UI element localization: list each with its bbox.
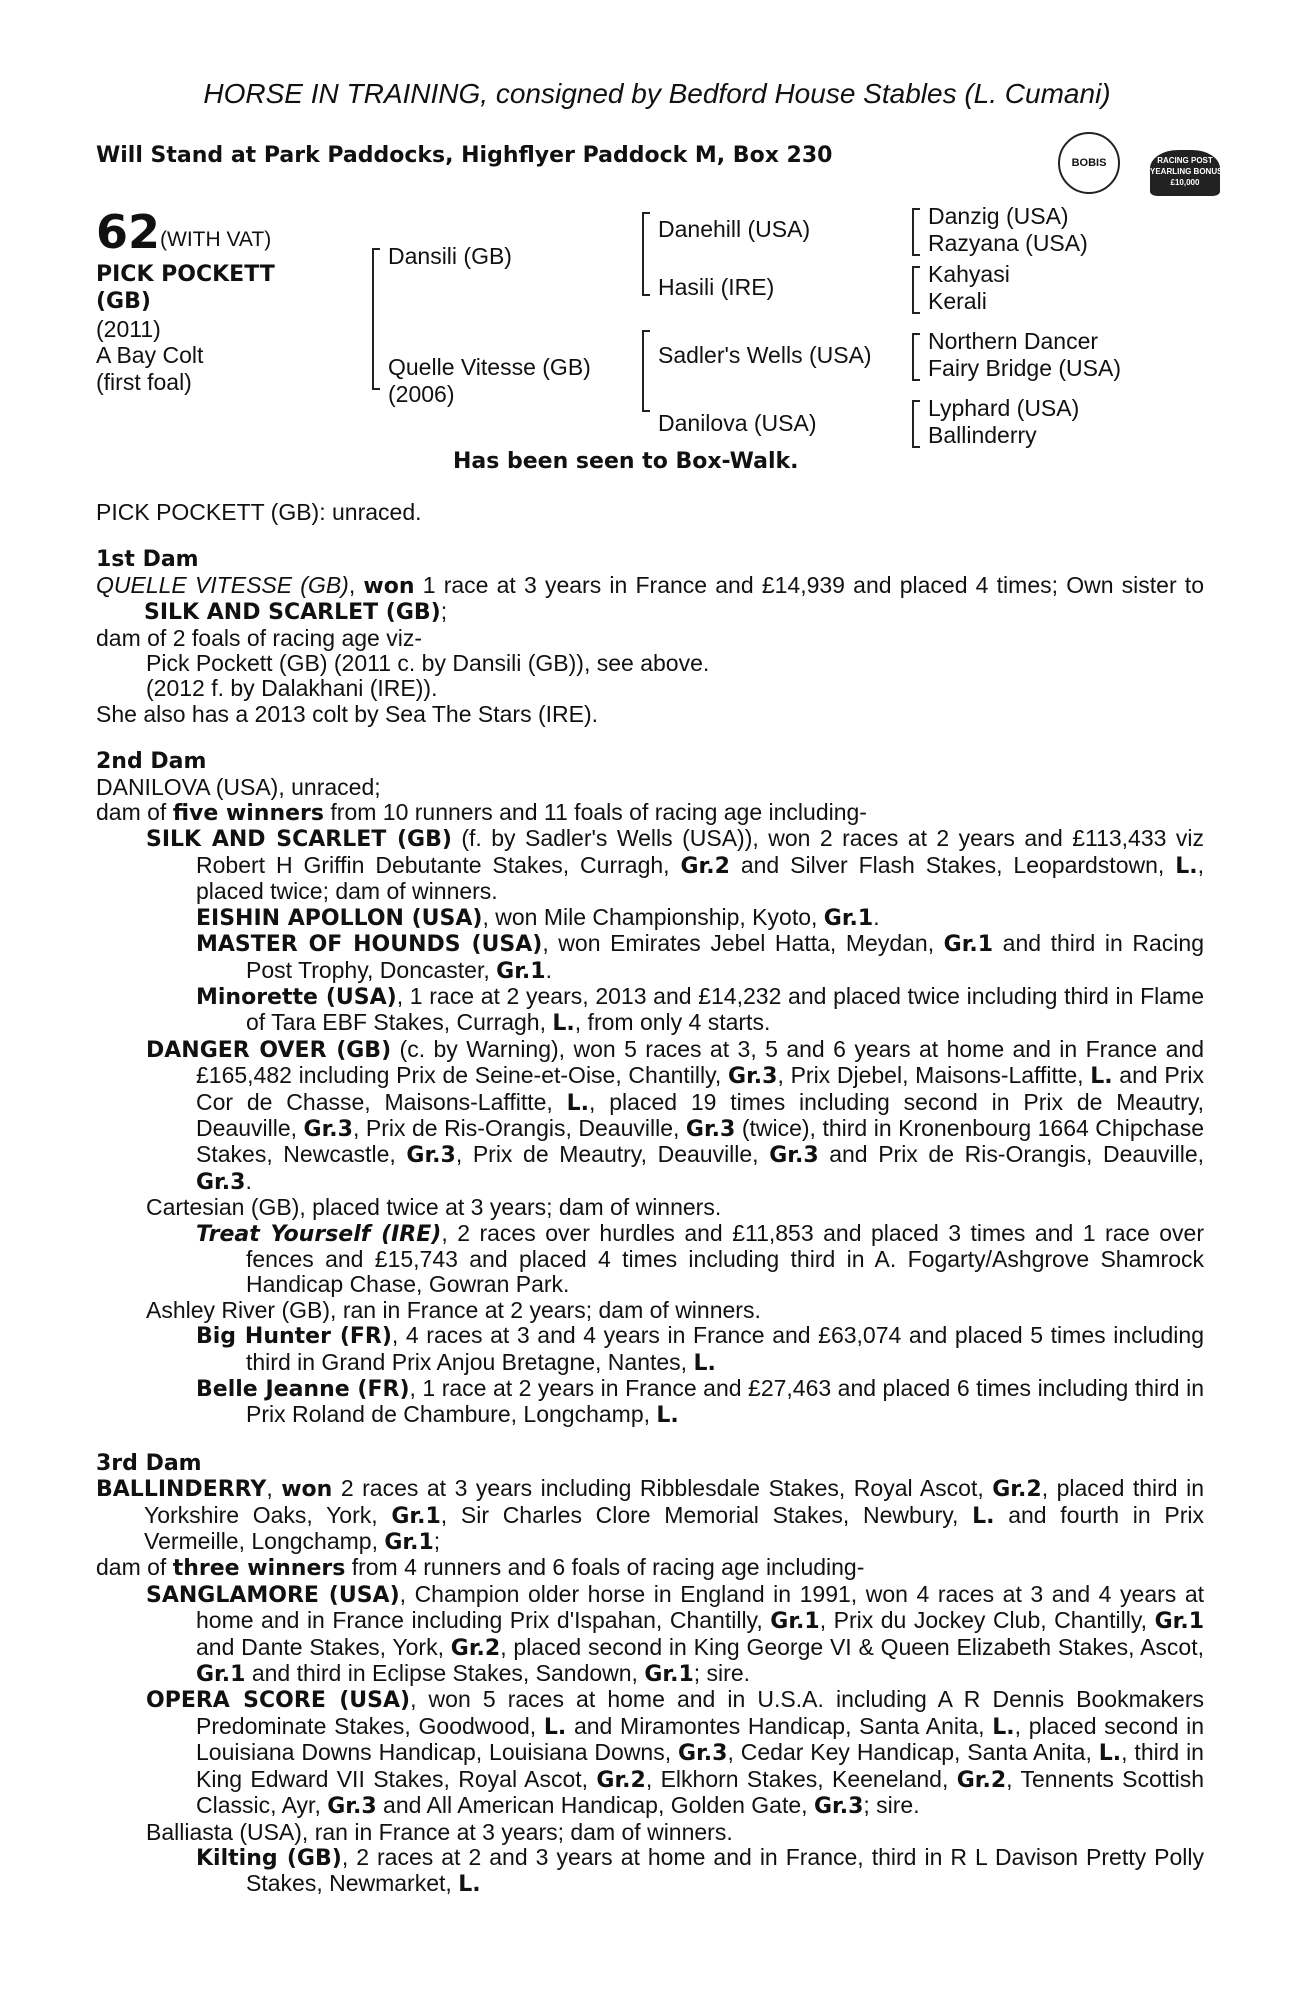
horse-note: (first foal) bbox=[96, 369, 192, 395]
page-title: HORSE IN TRAINING, consigned by Bedford House Stables (L. Cumani) bbox=[203, 78, 1111, 109]
produce-entry: EISHIN APOLLON (USA), won Mile Championship, Kyoto, Gr.1. bbox=[196, 903, 880, 931]
pedigree-ddd: Ballinderry bbox=[928, 422, 1037, 448]
pedigree-dam-dam: Danilova (USA) bbox=[658, 410, 817, 436]
stand-location: Will Stand at Park Paddocks, Highflyer Paddock M, Box 230 bbox=[96, 143, 833, 168]
pedigree-sdd: Kerali bbox=[928, 288, 987, 314]
vat-note: (WITH VAT) bbox=[160, 228, 272, 251]
produce-entry: DANGER OVER (GB) (c. by Warning), won 5 races at 3, 5 and 6 years at home and in France and £165,482 including Prix de Seine-et-Oise, Chantilly, Gr.3, Prix Djebel, Maisons-Laffitte, L. and Prix Cor de Chasse, Maisons-Laffitte, L., placed 19 times including second in Prix de Meautry, Deauville, Gr.3, Prix de Ris-Orangis, Deauville, Gr.3 (twice), third in Kronenbourg 1664 Chipchase Stakes, Newcastle, Gr.3, Prix de Meautry, Deauville, Gr.3 and Prix de Ris-Orangis, Deauville, Gr.3. bbox=[146, 1035, 1204, 1195]
pedigree-dsd: Fairy Bridge (USA) bbox=[928, 355, 1121, 381]
race-record: PICK POCKETT (GB): unraced. bbox=[96, 499, 422, 525]
produce-entry: Balliasta (USA), ran in France at 3 years; dam of winners. bbox=[146, 1818, 733, 1845]
produce-entry: SANGLAMORE (USA), Champion older horse in England in 1991, won 4 races at 3 and 4 years at home and in France including Prix d'Ispahan, Chantilly, Gr.1, Prix du Jockey Club, Chantilly, Gr.1 and Dante Stakes, York, Gr.2, placed second in King George VI & Queen Elizabeth Stakes, Ascot, Gr.1 and third in Eclipse Stakes, Sandown, Gr.1; sire. bbox=[146, 1580, 1205, 1688]
dam1-heading: 1st Dam bbox=[96, 547, 199, 573]
pedigree-brace bbox=[372, 248, 380, 390]
pedigree-sss: Danzig (USA) bbox=[928, 203, 1069, 229]
dam1-summary: QUELLE VITESSE (GB), won 1 race at 3 years in France and £14,939 and placed 4 times; Own sister to SILK AND SCARLET (GB); bbox=[96, 571, 1204, 626]
yearling-bonus-logo bbox=[1150, 150, 1223, 196]
dam3-heading: 3rd Dam bbox=[96, 1450, 202, 1476]
produce-entry: Ashley River (GB), ran in France at 2 years; dam of winners. bbox=[146, 1296, 761, 1323]
produce-entry: Big Hunter (FR), 4 races at 3 and 4 years in France and £63,074 and placed 5 times including third in Grand Prix Anjou Bretagne, Nantes, L. bbox=[196, 1322, 1204, 1376]
bonus-line3: £10,000 bbox=[1170, 178, 1200, 187]
pedigree-sire-dam: Hasili (IRE) bbox=[658, 274, 775, 300]
dam2-summary: DANILOVA (USA), unraced; bbox=[96, 773, 381, 800]
pedigree-sire-sire: Danehill (USA) bbox=[658, 216, 811, 242]
horse-name: PICK POCKETT bbox=[96, 262, 275, 287]
dam1-foals: dam of 2 foals of racing age viz- bbox=[96, 624, 422, 651]
dam2-heading: 2nd Dam bbox=[96, 749, 207, 775]
dam1-note: She also has a 2013 colt by Sea The Stars (IRE). bbox=[96, 700, 599, 727]
horse-description: A Bay Colt bbox=[96, 342, 204, 368]
pedigree-brace bbox=[642, 330, 650, 412]
produce-entry: Treat Yourself (IRE), 2 races over hurdles and £11,853 and placed 3 times and 1 race over fences and £15,743 and placed 4 times including third in A. Fogarty/Ashgrove Shamrock Handicap Chase, Gowran Park. bbox=[196, 1219, 1205, 1298]
horse-country: (GB) bbox=[96, 289, 151, 314]
dam1-foal: Pick Pockett (GB) (2011 c. by Dansili (GB)), see above. bbox=[146, 650, 710, 677]
dam3-summary: BALLINDERRY, won 2 races at 3 years including Ribblesdale Stakes, Royal Ascot, Gr.2, placed third in Yorkshire Oaks, York, Gr.1, Sir Charles Clore Memorial Stakes, Newbury, L. and fourth in Prix Vermeille, Longchamp, Gr.1; bbox=[96, 1475, 1205, 1556]
pedigree-brace bbox=[912, 208, 920, 256]
pedigree-dss: Northern Dancer bbox=[928, 328, 1099, 354]
produce-entry: MASTER OF HOUNDS (USA), won Emirates Jebel Hatta, Meydan, Gr.1 and third in Racing Post Trophy, Doncaster, Gr.1. bbox=[196, 930, 1204, 984]
bobis-logo: BOBIS bbox=[1058, 132, 1120, 194]
pedigree-sire: Dansili (GB) bbox=[388, 243, 512, 269]
pedigree-brace bbox=[912, 266, 920, 314]
bonus-line2: YEARLING BONUS bbox=[1150, 167, 1223, 176]
dam3-produce: dam of three winners from 4 runners and 6 foals of racing age including- bbox=[96, 1554, 865, 1582]
produce-entry: Kilting (GB), 2 races at 2 and 3 years at home and in France, third in R L Davison Pretty Polly Stakes, Newmarket, L. bbox=[196, 1843, 1204, 1898]
dam2-produce: dam of five winners from 10 runners and 11 foals of racing age including- bbox=[96, 799, 867, 827]
produce-entry: OPERA SCORE (USA), won 5 races at home and in U.S.A. including A R Dennis Bookmakers Predominate Stakes, Goodwood, L. and Miramontes Handicap, Santa Anita, L., placed second in Louisiana Downs Handicap, Louisiana Downs, Gr.3, Cedar Key Handicap, Santa Anita, L., third in King Edward VII Stakes, Royal Ascot, Gr.2, Elkhorn Stakes, Keeneland, Gr.2, Tennents Scottish Classic, Ayr, Gr.3 and All American Handicap, Golden Gate, Gr.3; sire. bbox=[146, 1686, 1204, 1820]
produce-entry: Belle Jeanne (FR), 1 race at 2 years in France and £27,463 and placed 6 times including third in Prix Roland de Chambure, Longchamp, L. bbox=[196, 1375, 1204, 1429]
lot-number: 62 bbox=[96, 205, 161, 259]
pedigree-dds: Lyphard (USA) bbox=[928, 395, 1080, 421]
box-walk-note: Has been seen to Box-Walk. bbox=[453, 449, 799, 474]
dam1-foal: (2012 f. by Dalakhani (IRE)). bbox=[146, 675, 438, 702]
pedigree-ssd: Razyana (USA) bbox=[928, 230, 1088, 256]
horse-year: (2011) bbox=[96, 316, 161, 342]
produce-entry: Cartesian (GB), placed twice at 3 years; dam of winners. bbox=[146, 1194, 722, 1221]
produce-entry: Minorette (USA), 1 race at 2 years, 2013 and £14,232 and placed twice including third in Flame of Tara EBF Stakes, Curragh, L., from only 4 starts. bbox=[196, 982, 1204, 1037]
pedigree-brace bbox=[912, 400, 920, 448]
pedigree-dam-year: (2006) bbox=[388, 381, 455, 407]
pedigree-brace bbox=[912, 333, 920, 381]
pedigree-sds: Kahyasi bbox=[928, 261, 1010, 287]
bonus-line1: RACING POST bbox=[1157, 156, 1213, 165]
pedigree-dam-sire: Sadler's Wells (USA) bbox=[658, 342, 872, 368]
pedigree-dam: Quelle Vitesse (GB) bbox=[388, 354, 591, 380]
pedigree-brace bbox=[642, 212, 650, 296]
produce-entry: SILK AND SCARLET (GB) (f. by Sadler's Wells (USA)), won 2 races at 2 years and £113,433 viz Robert H Griffin Debutante Stakes, Curragh, Gr.2 and Silver Flash Stakes, Leopardstown, L., placed twice; dam of winners. bbox=[146, 825, 1204, 905]
catalogue-body bbox=[96, 500, 1204, 1898]
